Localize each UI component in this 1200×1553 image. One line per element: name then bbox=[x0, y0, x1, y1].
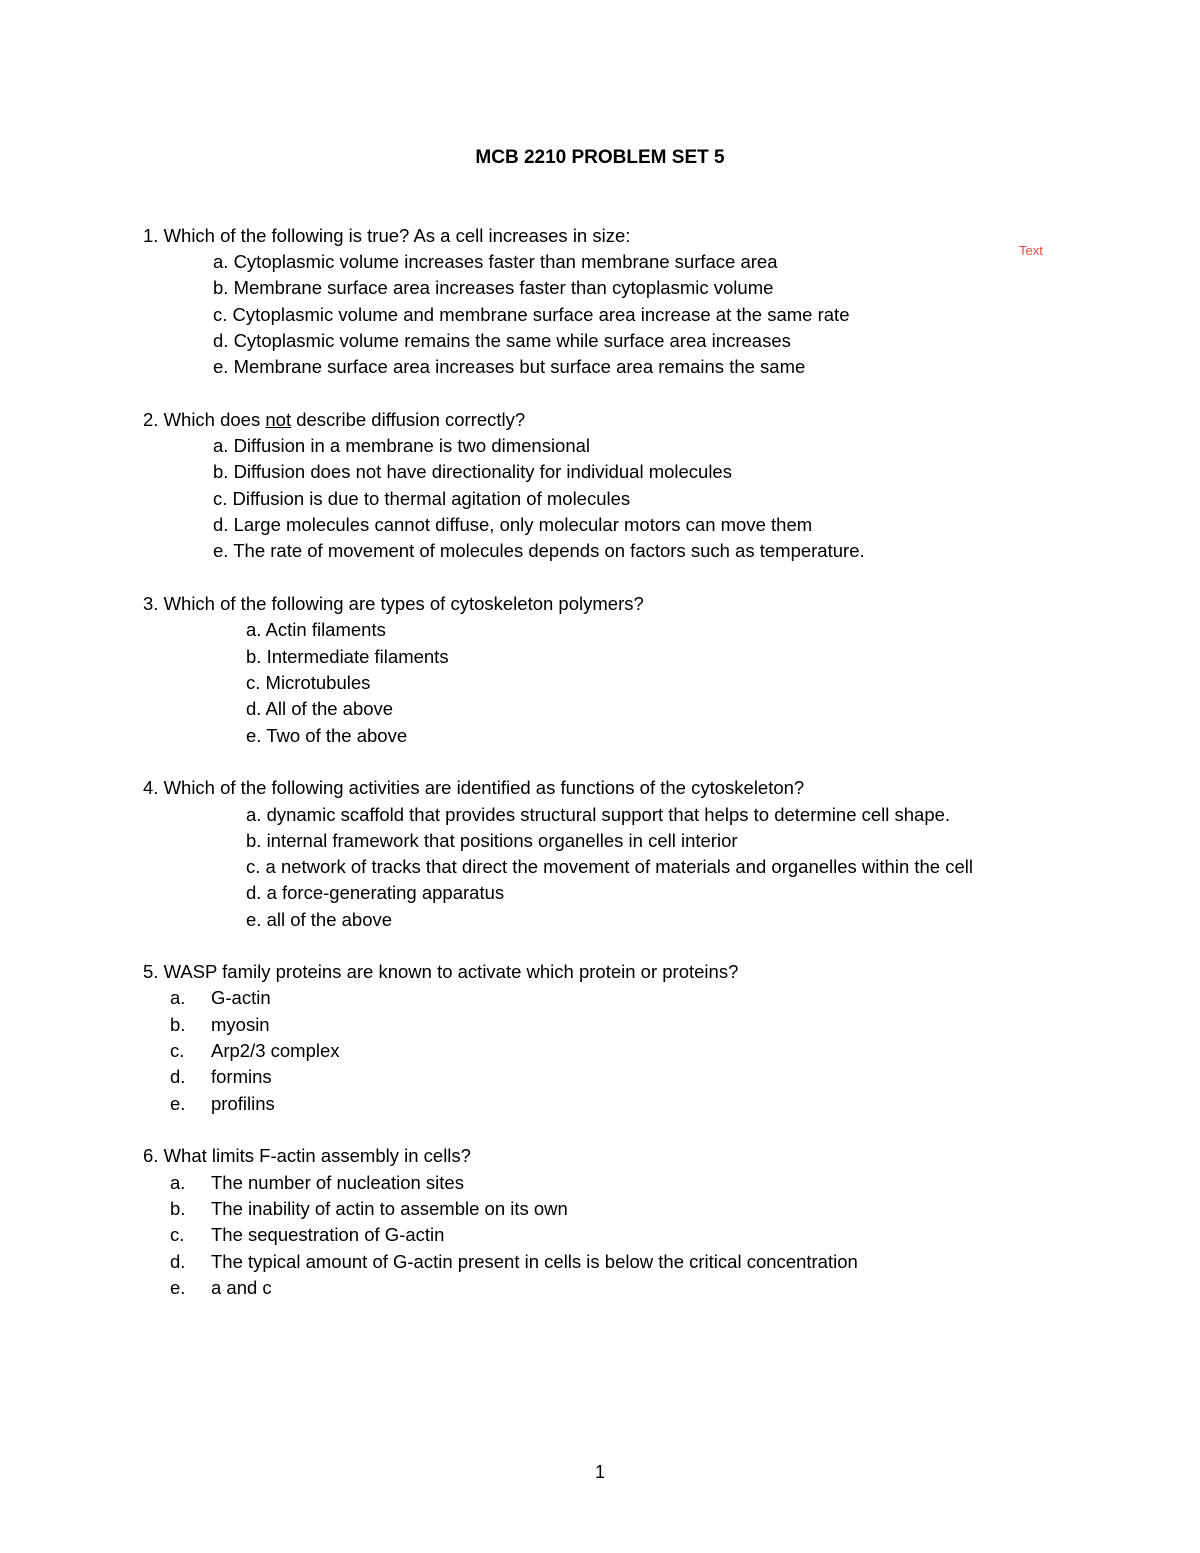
question-1-stem: 1. Which of the following is true? As a cell increases in size: bbox=[143, 225, 631, 246]
question-4-option-d: d. a force-generating apparatus bbox=[246, 882, 505, 903]
question-1-option-a: a. Cytoplasmic volume increases faster than membrane surface area bbox=[213, 251, 778, 272]
option-letter: d. bbox=[170, 1066, 186, 1087]
option-text: Arp2/3 complex bbox=[211, 1040, 340, 1061]
option-letter: d. bbox=[170, 1251, 186, 1272]
option-text: a and c bbox=[211, 1277, 272, 1298]
question-3-option-e: e. Two of the above bbox=[246, 725, 408, 746]
question-3-option-a: a. Actin filaments bbox=[246, 619, 386, 640]
option-letter: e. bbox=[170, 1093, 186, 1114]
question-2-stem bbox=[143, 408, 525, 432]
option-letter: a. bbox=[170, 1172, 186, 1193]
question-2-option-b: b. Diffusion does not have directionality for individual molecules bbox=[213, 461, 732, 482]
question-4-option-b: b. internal framework that positions organelles in cell interior bbox=[246, 830, 738, 851]
option-letter: b. bbox=[170, 1198, 186, 1219]
question-2-stem-start: 2. Which does bbox=[143, 409, 266, 430]
question-2-stem-end: describe diffusion correctly? bbox=[291, 409, 526, 430]
page-number: 1 bbox=[594, 1462, 605, 1482]
question-4-option-a: a. dynamic scaffold that provides structural support that helps to determine cell shape. bbox=[246, 804, 951, 825]
question-2-option-c: c. Diffusion is due to thermal agitation of molecules bbox=[213, 488, 631, 509]
option-text: G-actin bbox=[211, 987, 271, 1008]
option-letter: e. bbox=[170, 1277, 186, 1298]
question-2-option-a: a. Diffusion in a membrane is two dimensional bbox=[213, 435, 591, 456]
option-letter: a. bbox=[170, 987, 186, 1008]
option-text: formins bbox=[211, 1066, 272, 1087]
question-3-option-d: d. All of the above bbox=[246, 698, 394, 719]
option-text: The inability of actin to assemble on its own bbox=[211, 1198, 568, 1219]
question-4-option-e: e. all of the above bbox=[246, 909, 393, 930]
question-4-option-c: c. a network of tracks that direct the movement of materials and organelles within the cell bbox=[246, 856, 973, 877]
option-text: The number of nucleation sites bbox=[211, 1172, 464, 1193]
text-stamp: Text bbox=[1019, 243, 1043, 258]
question-3-option-b: b. Intermediate filaments bbox=[246, 646, 449, 667]
question-5-stem: 5. WASP family proteins are known to activate which protein or proteins? bbox=[143, 961, 739, 982]
question-1-option-e: e. Membrane surface area increases but surface area remains the same bbox=[213, 356, 806, 377]
option-text: myosin bbox=[211, 1014, 270, 1035]
question-6-stem: 6. What limits F-actin assembly in cells? bbox=[143, 1145, 471, 1166]
question-4-stem: 4. Which of the following activities are identified as functions of the cytoskeleton? bbox=[143, 777, 805, 798]
question-3-option-c: c. Microtubules bbox=[246, 672, 371, 693]
question-2-option-e: e. The rate of movement of molecules depends on factors such as temperature. bbox=[213, 540, 865, 561]
question-2-stem-emphasis: not bbox=[265, 409, 292, 430]
option-letter: c. bbox=[170, 1040, 185, 1061]
document-title: MCB 2210 PROBLEM SET 5 bbox=[475, 147, 725, 168]
option-text: The typical amount of G-actin present in cells is below the critical concentration bbox=[211, 1251, 858, 1272]
question-1-option-c: c. Cytoplasmic volume and membrane surface area increase at the same rate bbox=[213, 304, 850, 325]
question-1-option-d: d. Cytoplasmic volume remains the same while surface area increases bbox=[213, 330, 791, 351]
option-letter: c. bbox=[170, 1224, 185, 1245]
question-2-option-d: d. Large molecules cannot diffuse, only molecular motors can move them bbox=[213, 514, 813, 535]
option-text: profilins bbox=[211, 1093, 275, 1114]
option-letter: b. bbox=[170, 1014, 186, 1035]
question-1-option-b: b. Membrane surface area increases faster than cytoplasmic volume bbox=[213, 277, 774, 298]
option-text: The sequestration of G-actin bbox=[211, 1224, 445, 1245]
question-3-stem: 3. Which of the following are types of cytoskeleton polymers? bbox=[143, 593, 644, 614]
